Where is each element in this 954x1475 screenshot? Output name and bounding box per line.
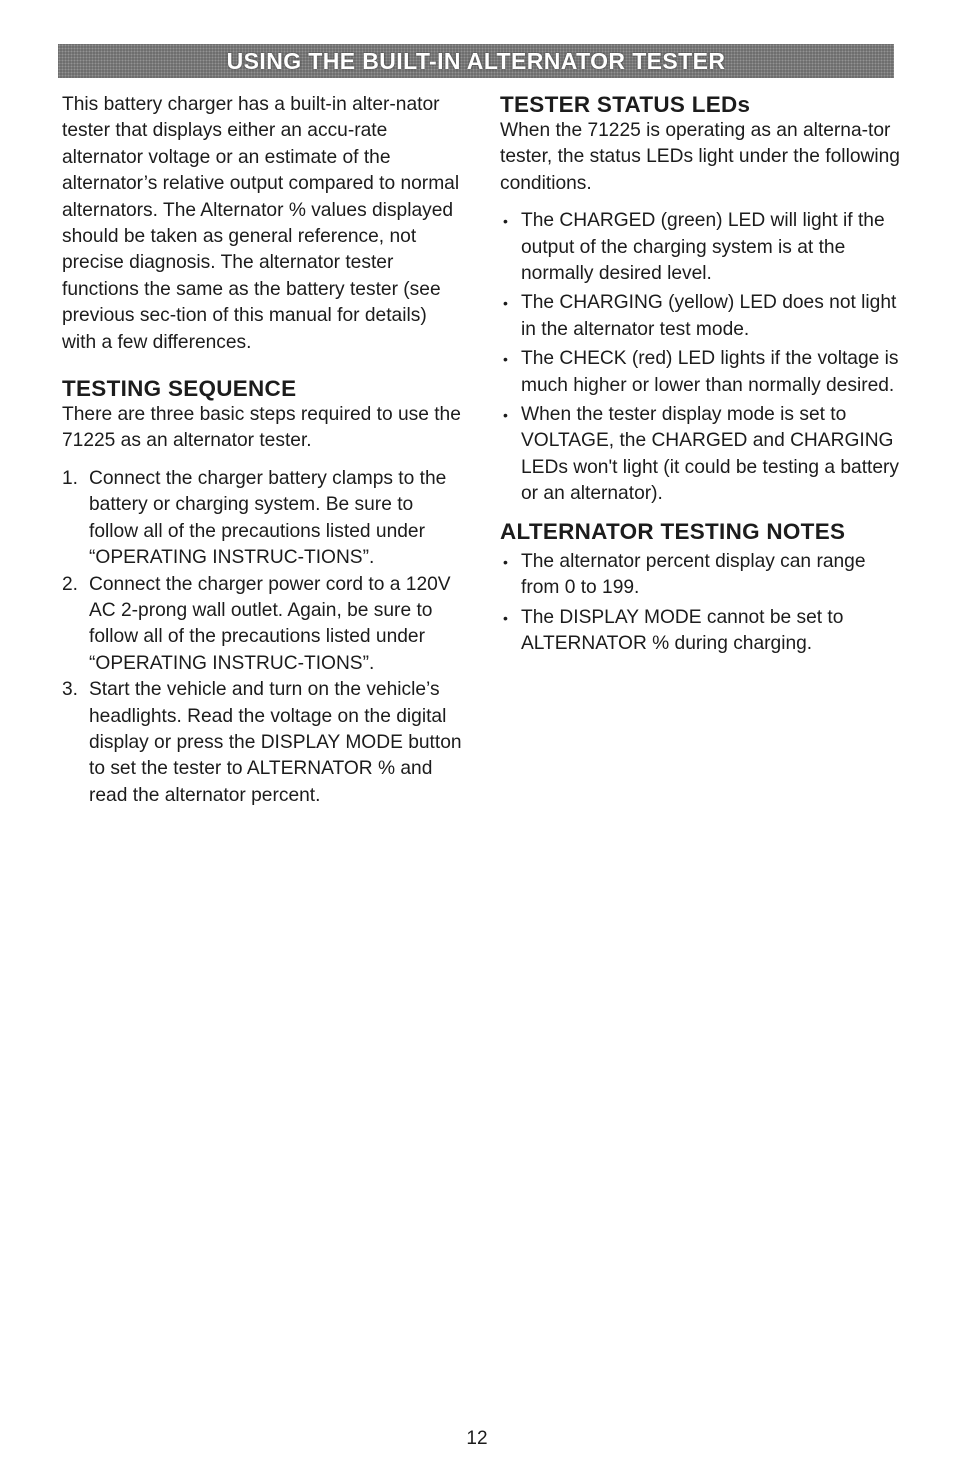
status-leds-list (500, 208, 900, 507)
step-number: 2. (62, 573, 79, 595)
list-item (62, 466, 462, 572)
step-text: Connect the charger power cord to a 120V AC 2-prong wall outlet. Again, be sure to follow all of the precautions listed under “OPERATING INSTRUC-TIONS”. (89, 573, 451, 674)
list-item: • The DISPLAY MODE cannot be set to ALTERNATOR % during charging. (500, 605, 900, 658)
list-item: • The CHARGED (green) LED will light if the output of the charging system is at the normally desired level. (500, 208, 900, 287)
testing-notes-list (500, 549, 900, 658)
step-text: Connect the charger battery clamps to the battery or charging system. Be sure to follow all of the precautions listed under “OPERATING INSTRUC-TIONS”. (89, 467, 447, 569)
right-column (500, 92, 900, 660)
status-leds-intro: When the 71225 is operating as an alterna-tor tester, the status LEDs light under the following conditions. (500, 120, 900, 194)
left-column (62, 92, 462, 809)
list-item: • The CHARGING (yellow) LED does not light in the alternator test mode. (500, 290, 900, 343)
list-item: • The alternator percent display can range from 0 to 199. (500, 549, 900, 602)
step-text: Start the vehicle and turn on the vehicle’s headlights. Read the voltage on the digital display or press the DISPLAY MODE button to set the tester to ALTERNATOR % and read the alternator percent. (89, 679, 462, 806)
step-number: 3. (62, 679, 79, 701)
section-banner (58, 44, 894, 78)
list-item (62, 677, 462, 809)
list-item (62, 572, 462, 678)
page-number: 12 (466, 1428, 488, 1449)
step-number: 1. (62, 467, 79, 489)
list-item: • The CHECK (red) LED lights if the voltage is much higher or lower than normally desired. (500, 346, 900, 399)
list-item: • When the tester display mode is set to VOLTAGE, the CHARGED and CHARGING LEDs won't light (it could be testing a battery or an alternator). (500, 402, 900, 508)
testing-steps-list (62, 466, 462, 809)
testing-sequence-heading: TESTING SEQUENCE (62, 376, 297, 402)
intro-paragraph: This battery charger has a built-in alter-nator tester that displays either an accu-rate alternator voltage or an estimate of the alternator’s relative output compared to normal alternators. The Alternator % values displayed should be taken as general reference, not precise diagnosis. The alternator tester functions the same as the battery tester (see previous sec-tion of this manual for details) with a few differences. (62, 94, 460, 353)
section-title: USING THE BUILT-IN ALTERNATOR TESTER (226, 47, 726, 74)
status-leds-heading: TESTER STATUS LEDs (500, 92, 751, 117)
testing-sequence-intro: There are three basic steps required to use the 71225 as an alternator tester. (62, 404, 461, 452)
testing-notes-heading: ALTERNATOR TESTING NOTES (500, 518, 846, 544)
